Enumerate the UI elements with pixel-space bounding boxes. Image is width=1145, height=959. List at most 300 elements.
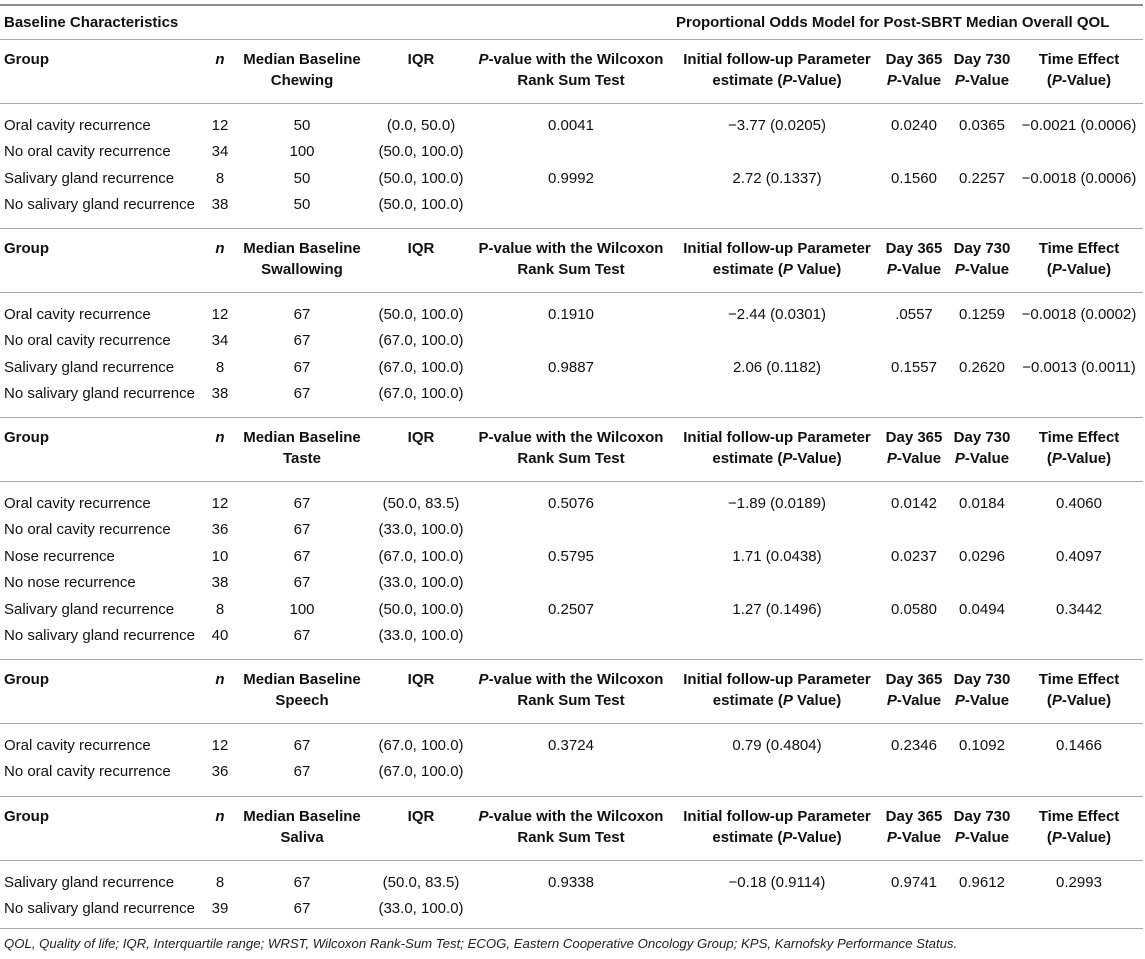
header-n (206, 427, 234, 448)
header-day365 (882, 806, 946, 848)
header-time-line2-pre: ( (1046, 72, 1052, 89)
cell-median: 67 (293, 574, 311, 592)
cell-pval: 0.5076 (548, 495, 594, 512)
header-time-line2-post: -Value) (1061, 261, 1112, 278)
table-row (0, 195, 1145, 221)
cell-group: Oral cavity recurrence (4, 495, 151, 512)
header-group-label: Group (4, 51, 49, 68)
header-day365-line2: -Value (896, 692, 942, 709)
cell-group: Oral cavity recurrence (4, 737, 151, 754)
header-iqr (372, 669, 470, 690)
header-n-label: n (215, 671, 225, 688)
cell-pval: 0.3724 (548, 737, 594, 754)
header-day730-line2: -Value (964, 450, 1010, 467)
header-day365-line1: Day 365 (885, 429, 943, 446)
header-n-label: n (215, 240, 225, 257)
header-initial-line2-p: P (782, 261, 793, 278)
header-iqr-label: IQR (407, 808, 435, 825)
header-time-line1: Time Effect (1038, 429, 1120, 446)
header-time-line2-pre: ( (1046, 450, 1052, 467)
cell-n: 12 (211, 306, 229, 323)
cell-group: Salivary gland recurrence (4, 600, 175, 618)
table-row (0, 547, 1145, 573)
header-pvalue (470, 806, 672, 848)
cell-group: Salivary gland recurrence (4, 874, 175, 891)
header-day730-line1: Day 730 (953, 51, 1011, 68)
table-row (0, 142, 1145, 168)
table-row (0, 520, 1145, 546)
header-initial-line2-pre: estimate ( (712, 72, 783, 89)
header-day730-p: P (954, 261, 965, 278)
header-initial-line1: Initial follow-up Parameter (683, 240, 871, 257)
header-day365-p: P (886, 692, 897, 709)
header-initial-line2-pre: estimate ( (712, 261, 783, 278)
cell-iqr: (33.0, 100.0) (378, 627, 464, 644)
header-initial-line2-post: -Value) (792, 829, 842, 846)
cell-median: 67 (293, 495, 311, 512)
cell-init: 0.79 (0.4804) (732, 737, 822, 754)
header-group (4, 427, 49, 448)
header-group-label: Group (4, 240, 49, 257)
header-initial-line1: Initial follow-up Parameter (683, 808, 871, 825)
header-group (4, 49, 49, 70)
cell-time: 0.1466 (1056, 737, 1102, 754)
cell-group: No oral cavity recurrence (4, 143, 171, 161)
table-row (0, 116, 1145, 142)
cell-iqr: (67.0, 100.0) (378, 737, 464, 754)
header-day365-p: P (886, 72, 897, 89)
cell-group: Nose recurrence (4, 547, 115, 565)
cell-day365: 0.2346 (891, 737, 937, 754)
cell-group: No oral cavity recurrence (4, 763, 171, 781)
header-n-label: n (215, 808, 225, 825)
cell-n: 34 (211, 143, 229, 161)
cell-day365: 0.0237 (891, 547, 937, 565)
cell-median: 67 (293, 385, 311, 403)
header-initial-line2-p: P (782, 692, 793, 709)
table-row (0, 494, 1145, 520)
cell-day365: 0.0142 (891, 495, 937, 512)
cell-median: 67 (293, 874, 311, 891)
header-n-label: n (215, 429, 225, 446)
cell-n: 8 (215, 358, 225, 376)
cell-pval: 0.5795 (548, 547, 594, 565)
header-day365 (882, 427, 946, 469)
header-group (4, 238, 49, 259)
header-pvalue-line1: -value with the Wilcoxon (488, 51, 664, 68)
table-row (0, 626, 1145, 652)
header-time-effect (1014, 427, 1144, 469)
cell-median: 100 (289, 600, 315, 618)
cell-median: 50 (293, 169, 311, 187)
header-iqr (372, 49, 470, 70)
cell-time: 0.4060 (1056, 495, 1102, 512)
header-initial-line1: Initial follow-up Parameter (683, 671, 871, 688)
cell-n: 36 (211, 521, 229, 539)
cell-n: 38 (211, 196, 229, 214)
header-time-effect (1014, 238, 1144, 280)
cell-group: No salivary gland recurrence (4, 385, 195, 403)
cell-iqr: (50.0, 100.0) (378, 143, 464, 161)
header-initial-line2-post: Value) (792, 261, 842, 278)
section-rule (0, 659, 1143, 660)
header-initial-followup (672, 806, 882, 848)
header-initial-line1: Initial follow-up Parameter (683, 51, 871, 68)
header-day365-line1: Day 365 (885, 808, 943, 825)
header-initial-line2-post: -Value) (792, 72, 842, 89)
header-day365-line1: Day 365 (885, 51, 943, 68)
table-row (0, 169, 1145, 195)
cell-iqr: (50.0, 100.0) (378, 600, 464, 618)
header-initial-line1: Initial follow-up Parameter (683, 429, 871, 446)
header-pvalue-line2: Rank Sum Test (517, 829, 625, 846)
cell-n: 36 (211, 763, 229, 781)
cell-pval: 0.9887 (548, 358, 594, 376)
header-time-line2-p: P (1051, 692, 1062, 709)
header-pvalue-line1: P-value with the Wilcoxon (478, 240, 664, 257)
header-pvalue (470, 49, 672, 91)
header-median-line2: Taste (282, 450, 322, 467)
header-median (236, 238, 368, 280)
cell-day730: 0.1092 (959, 737, 1005, 754)
header-day365-p: P (886, 450, 897, 467)
header-group-label: Group (4, 429, 49, 446)
header-initial-line2-p: P (782, 450, 793, 467)
header-initial-followup (672, 669, 882, 711)
table-top-rule (0, 4, 1143, 6)
header-pvalue-p: P (478, 51, 489, 68)
cell-init: 1.27 (0.1496) (732, 600, 822, 618)
cell-day365: 0.0580 (891, 600, 937, 618)
header-day365-p: P (886, 261, 897, 278)
cell-iqr: (50.0, 83.5) (382, 495, 460, 512)
cell-iqr: (33.0, 100.0) (378, 574, 464, 592)
cell-time: −0.0013 (0.0011) (1022, 358, 1136, 376)
header-rule (0, 481, 1143, 482)
header-day730 (950, 669, 1014, 711)
header-group-label: Group (4, 671, 49, 688)
header-time-line2-post: -Value) (1061, 829, 1112, 846)
cell-n: 40 (211, 627, 229, 644)
cell-iqr: (50.0, 100.0) (378, 169, 464, 187)
cell-group: Salivary gland recurrence (4, 358, 175, 376)
header-pvalue-line2: Rank Sum Test (517, 261, 625, 278)
header-n (206, 669, 234, 690)
header-pvalue-line2: Rank Sum Test (517, 72, 625, 89)
header-pvalue-line1: P-value with the Wilcoxon (478, 429, 664, 446)
cell-group: No salivary gland recurrence (4, 900, 195, 918)
header-time-line1: Time Effect (1038, 808, 1120, 825)
cell-n: 39 (211, 900, 229, 918)
header-pvalue-p: P (478, 808, 489, 825)
header-day730-line2: -Value (964, 692, 1010, 709)
cell-median: 67 (293, 627, 311, 644)
header-day365-line2: -Value (896, 450, 942, 467)
cell-iqr: (50.0, 83.5) (382, 874, 460, 891)
table-row (0, 600, 1145, 626)
cell-pval: 0.1910 (548, 306, 594, 323)
header-rule (0, 723, 1143, 724)
cell-pval: 0.9338 (548, 874, 594, 891)
header-iqr-label: IQR (407, 51, 435, 68)
header-n (206, 806, 234, 827)
header-initial-line2-pre: estimate ( (712, 450, 783, 467)
cell-init: −3.77 (0.0205) (728, 117, 826, 134)
cell-median: 67 (293, 306, 311, 323)
header-day365 (882, 669, 946, 711)
cell-iqr: (0.0, 50.0) (386, 117, 456, 134)
cell-init: −1.89 (0.0189) (728, 495, 826, 512)
cell-n: 12 (211, 737, 229, 754)
header-time-line2-pre: ( (1046, 261, 1052, 278)
header-day730-line2: -Value (964, 261, 1010, 278)
cell-median: 67 (293, 358, 311, 376)
header-median-line1: Median Baseline (243, 808, 361, 825)
cell-init: 2.06 (0.1182) (732, 358, 822, 376)
header-day365-line2: -Value (896, 829, 942, 846)
header-time-line2-post: -Value) (1061, 450, 1112, 467)
header-time-line2-p: P (1051, 829, 1062, 846)
cell-day730: 0.1259 (959, 306, 1005, 323)
cell-n: 12 (211, 495, 229, 512)
table-row (0, 358, 1145, 384)
header-pvalue (470, 427, 672, 469)
cell-day730: 0.9612 (959, 874, 1005, 891)
cell-n: 10 (211, 547, 229, 565)
header-day365-line2: -Value (896, 72, 942, 89)
cell-median: 67 (293, 737, 311, 754)
cell-median: 100 (289, 143, 315, 161)
header-day730-p: P (954, 72, 965, 89)
header-group (4, 669, 49, 690)
header-day365 (882, 49, 946, 91)
cell-iqr: (67.0, 100.0) (378, 763, 464, 781)
header-day365-line1: Day 365 (885, 671, 943, 688)
header-day730-p: P (954, 829, 965, 846)
cell-n: 8 (215, 874, 225, 891)
cell-iqr: (50.0, 100.0) (378, 306, 464, 323)
cell-n: 34 (211, 332, 229, 350)
header-median-line2: Swallowing (261, 261, 343, 278)
header-day730 (950, 806, 1014, 848)
cell-n: 12 (211, 117, 229, 134)
cell-time: 0.2993 (1056, 874, 1102, 891)
cell-n: 8 (215, 169, 225, 187)
header-day730 (950, 427, 1014, 469)
header-day730-p: P (954, 450, 965, 467)
cell-time: −0.0021 (0.0006) (1021, 117, 1137, 134)
header-median-line1: Median Baseline (243, 51, 361, 68)
cell-pval: 0.9992 (548, 169, 594, 187)
header-median (236, 427, 368, 469)
cell-time: 0.3442 (1056, 600, 1102, 618)
cell-day365: 0.1557 (891, 358, 937, 376)
cell-iqr: (33.0, 100.0) (378, 900, 464, 918)
table-row (0, 873, 1145, 899)
header-time-line2-post: -Value) (1061, 72, 1112, 89)
header-day730 (950, 49, 1014, 91)
header-n (206, 238, 234, 259)
table-row (0, 762, 1145, 788)
cell-group: No salivary gland recurrence (4, 627, 195, 644)
cell-pval: 0.0041 (548, 117, 594, 134)
header-day730-line1: Day 730 (953, 240, 1011, 257)
header-iqr (372, 427, 470, 448)
cell-median: 67 (293, 547, 311, 565)
header-group (4, 806, 49, 827)
header-day730 (950, 238, 1014, 280)
cell-n: 38 (211, 574, 229, 592)
section-rule (0, 417, 1143, 418)
header-initial-line2-post: Value) (792, 692, 842, 709)
header-median-line1: Median Baseline (243, 429, 361, 446)
cell-median: 50 (293, 117, 311, 134)
table-row (0, 305, 1145, 331)
table-bottom-rule (0, 928, 1143, 929)
header-day730-line1: Day 730 (953, 808, 1011, 825)
cell-day730: 0.0296 (959, 547, 1005, 565)
header-iqr-label: IQR (407, 429, 435, 446)
cell-median: 67 (293, 521, 311, 539)
cell-iqr: (67.0, 100.0) (378, 332, 464, 350)
cell-init: −2.44 (0.0301) (728, 306, 826, 323)
header-time-line1: Time Effect (1038, 240, 1120, 257)
table-row (0, 331, 1145, 357)
cell-n: 38 (211, 385, 229, 403)
cell-group: Oral cavity recurrence (4, 306, 151, 323)
header-rule (0, 103, 1143, 104)
table-row (0, 573, 1145, 599)
header-time-line2-pre: ( (1046, 829, 1052, 846)
table-row (0, 899, 1145, 925)
header-group-label: Group (4, 808, 49, 825)
header-pvalue-line2: Rank Sum Test (517, 692, 625, 709)
header-iqr (372, 806, 470, 827)
header-initial-followup (672, 49, 882, 91)
header-day730-line1: Day 730 (953, 671, 1011, 688)
cell-n: 8 (215, 600, 225, 618)
cell-day365: 0.1560 (891, 169, 937, 187)
header-day365-line2: -Value (896, 261, 942, 278)
cell-day365: .0557 (895, 306, 933, 323)
header-day730-line2: -Value (964, 829, 1010, 846)
header-median-line1: Median Baseline (243, 671, 361, 688)
cell-iqr: (50.0, 100.0) (378, 196, 464, 214)
cell-group: Salivary gland recurrence (4, 169, 175, 187)
cell-group: No oral cavity recurrence (4, 521, 171, 539)
table-footnote: QOL, Quality of life; IQR, Interquartile range; WRST, Wilcoxon Rank-Sum Test; ECOG, Eastern Cooperative Oncology Group; KPS, Karnofsky Performance Status. (4, 936, 958, 951)
header-time-effect (1014, 49, 1144, 91)
header-initial-line2-pre: estimate ( (712, 829, 783, 846)
header-median-line2: Speech (275, 692, 329, 709)
header-time-effect (1014, 669, 1144, 711)
header-n-label: n (215, 51, 225, 68)
header-iqr-label: IQR (407, 240, 435, 257)
header-day730-line1: Day 730 (953, 429, 1011, 446)
table-row (0, 384, 1145, 410)
cell-init: 1.71 (0.0438) (732, 547, 822, 565)
title-rule (0, 39, 1143, 40)
header-initial-line2-pre: estimate ( (712, 692, 783, 709)
cell-time: 0.4097 (1056, 547, 1102, 565)
cell-day730: 0.2620 (959, 358, 1005, 376)
header-time-line2-p: P (1051, 450, 1062, 467)
header-pvalue-p: P (478, 671, 489, 688)
baseline-characteristics-title: Baseline Characteristics (4, 14, 179, 31)
header-pvalue-line2: Rank Sum Test (517, 450, 625, 467)
header-day365-p: P (886, 829, 897, 846)
cell-median: 67 (293, 900, 311, 918)
cell-iqr: (67.0, 100.0) (378, 358, 464, 376)
header-initial-line2-p: P (782, 829, 793, 846)
header-time-effect (1014, 806, 1144, 848)
header-median-line1: Median Baseline (243, 240, 361, 257)
header-time-line1: Time Effect (1038, 671, 1120, 688)
header-median-line2: Saliva (280, 829, 324, 846)
cell-median: 67 (293, 332, 311, 350)
cell-init: 2.72 (0.1337) (732, 169, 822, 187)
cell-day365: 0.9741 (891, 874, 937, 891)
header-pvalue-line1: -value with the Wilcoxon (488, 808, 664, 825)
cell-day730: 0.0184 (959, 495, 1005, 512)
cell-median: 50 (293, 196, 311, 214)
cell-group: Oral cavity recurrence (4, 117, 151, 134)
header-pvalue (470, 238, 672, 280)
section-rule (0, 228, 1143, 229)
cell-day730: 0.2257 (959, 169, 1005, 187)
table-row (0, 736, 1145, 762)
cell-median: 67 (293, 763, 311, 781)
header-time-line2-pre: ( (1046, 692, 1052, 709)
cell-group: No nose recurrence (4, 574, 136, 592)
header-median-line2: Chewing (270, 72, 334, 89)
header-initial-line2-post: -Value) (792, 450, 842, 467)
header-day365 (882, 238, 946, 280)
header-iqr-label: IQR (407, 671, 435, 688)
header-time-line2-p: P (1051, 72, 1062, 89)
header-rule (0, 292, 1143, 293)
header-rule (0, 860, 1143, 861)
cell-time: −0.0018 (0.0002) (1021, 306, 1137, 323)
header-day730-p: P (954, 692, 965, 709)
header-pvalue-line1: -value with the Wilcoxon (488, 671, 664, 688)
cell-day730: 0.0494 (959, 600, 1005, 618)
header-day730-line2: -Value (964, 72, 1010, 89)
header-initial-followup (672, 238, 882, 280)
cell-pval: 0.2507 (548, 600, 594, 618)
cell-day365: 0.0240 (891, 117, 937, 134)
cell-group: No salivary gland recurrence (4, 196, 195, 214)
header-time-line2-post: -Value) (1061, 692, 1112, 709)
header-iqr (372, 238, 470, 259)
header-median (236, 669, 368, 711)
header-initial-line2-p: P (782, 72, 793, 89)
cell-init: −0.18 (0.9114) (728, 874, 826, 891)
header-pvalue (470, 669, 672, 711)
cell-iqr: (67.0, 100.0) (378, 385, 464, 403)
header-time-line1: Time Effect (1038, 51, 1120, 68)
header-day365-line1: Day 365 (885, 240, 943, 257)
header-n (206, 49, 234, 70)
header-time-line2-p: P (1051, 261, 1062, 278)
cell-iqr: (67.0, 100.0) (378, 547, 464, 565)
cell-time: −0.0018 (0.0006) (1021, 169, 1137, 187)
header-median (236, 49, 368, 91)
header-initial-followup (672, 427, 882, 469)
header-median (236, 806, 368, 848)
cell-day730: 0.0365 (959, 117, 1005, 134)
section-rule (0, 796, 1143, 797)
